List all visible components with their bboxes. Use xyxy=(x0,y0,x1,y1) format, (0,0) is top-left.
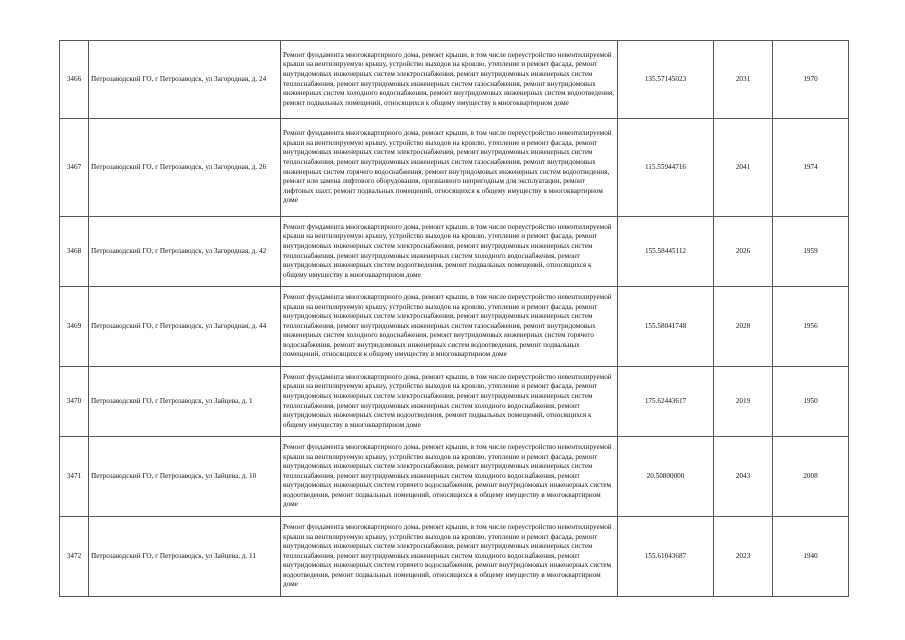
works-cell: Ремонт фундамента многоквартирного дома, ремонт крыши, в том числе переустройство невентилируемой крыши на вентилируемую крышу, устройство выходов на кровлю, утепление и ремонт фасада, ремонт внутридомовых инженерных систем электроснабжения, ремонт внутридомовых инженерных систем теплоснабжения, ремонт внутридомовых инженерных систем холодного водоснабжения, ремонт внутридомовых инженерных систем водоотведения, ремонт подвальных помещений, относящихся к общему имуществу в многоквартирном доме xyxy=(281,217,618,287)
address-cell: Петрозаводский ГО, г Петрозаводск, ул Загородная, д. 26 xyxy=(89,119,281,217)
planned-year-cell: 2019 xyxy=(714,367,773,437)
planned-year-cell: 2031 xyxy=(714,41,773,119)
built-year-cell: 1940 xyxy=(773,517,849,597)
address-cell: Петрозаводский ГО, г Петрозаводск, ул Зайцева, д. 11 xyxy=(89,517,281,597)
house-repair-table xyxy=(59,40,849,597)
address-cell: Петрозаводский ГО, г Петрозаводск, ул Загородная, д. 44 xyxy=(89,287,281,367)
address-cell: Петрозаводский ГО, г Петрозаводск, ул Зайцева, д. 1 xyxy=(89,367,281,437)
cost-cell: 135.57145023 xyxy=(618,41,714,119)
row-number: 3467 xyxy=(60,119,89,217)
planned-year-cell: 2043 xyxy=(714,437,773,517)
cost-cell: 155.58445112 xyxy=(618,217,714,287)
row-number: 3472 xyxy=(60,517,89,597)
works-cell: Ремонт фундамента многоквартирного дома, ремонт крыши, в том числе переустройство невентилируемой крыши на вентилируемую крышу, устройство выходов на кровлю, утепление и ремонт фасада, ремонт внутридомовых инженерных систем электроснабжения, ремонт внутридомовых инженерных систем теплоснабжения, ремонт внутридомовых инженерных систем холодного водоснабжения, ремонт внутридомовых инженерных систем горячего водоснабжения, ремонт внутридомовых инженерных систем водоотведения, ремонт подвальных помещений, относящихся к общему имуществу в многоквартирном доме xyxy=(281,517,618,597)
works-cell: Ремонт фундамента многоквартирного дома, ремонт крыши, в том числе переустройство невентилируемой крыши на вентилируемую крышу, устройство выходов на кровлю, утепление и ремонт фасада, ремонт внутридомовых инженерных систем электроснабжения, ремонт внутридомовых инженерных систем теплоснабжения, ремонт внутридомовых инженерных систем холодного водоснабжения, ремонт внутридомовых инженерных систем водоотведения, ремонт подвальных помещений, относящихся к общему имуществу в многоквартирном доме xyxy=(281,367,618,437)
planned-year-cell: 2041 xyxy=(714,119,773,217)
works-cell: Ремонт фундамента многоквартирного дома, ремонт крыши, в том числе переустройство невентилируемой крыши на вентилируемую крышу, устройство выходов на кровлю, утепление и ремонт фасада, ремонт внутридомовых инженерных систем электроснабжения, ремонт внутридомовых инженерных систем теплоснабжения, ремонт внутридомовых инженерных систем газоснабжения, ремонт внутридомовых инженерных систем горячего водоснабжения, ремонт внутридомовых инженерных систем водоотведения, ремонт или замена лифтового оборудования, признанного непригодным для эксплуатации, ремонт лифтовых шахт, ремонт подвальных помещений, относящихся к общему имуществу в многоквартирном доме xyxy=(281,119,618,217)
built-year-cell: 2008 xyxy=(773,437,849,517)
built-year-cell: 1974 xyxy=(773,119,849,217)
table-row xyxy=(60,287,849,367)
table-row xyxy=(60,517,849,597)
table-row xyxy=(60,437,849,517)
cost-cell: 155.61043687 xyxy=(618,517,714,597)
planned-year-cell: 2026 xyxy=(714,217,773,287)
built-year-cell: 1959 xyxy=(773,217,849,287)
row-number: 3466 xyxy=(60,41,89,119)
row-number: 3469 xyxy=(60,287,89,367)
table-row xyxy=(60,367,849,437)
table-row xyxy=(60,119,849,217)
table-row xyxy=(60,217,849,287)
works-cell: Ремонт фундамента многоквартирного дома, ремонт крыши, в том числе переустройство невентилируемой крыши на вентилируемую крышу, устройство выходов на кровлю, утепление и ремонт фасада, ремонт внутридомовых инженерных систем электроснабжения, ремонт внутридомовых инженерных систем теплоснабжения, ремонт внутридомовых инженерных систем холодного водоснабжения, ремонт внутридомовых инженерных систем горячего водоснабжения, ремонт внутридомовых инженерных систем водоотведения, ремонт подвальных помещений, относящихся к общему имуществу в многоквартирном доме xyxy=(281,437,618,517)
address-cell: Петрозаводский ГО, г Петрозаводск, ул Загородная, д. 42 xyxy=(89,217,281,287)
row-number: 3471 xyxy=(60,437,89,517)
planned-year-cell: 2023 xyxy=(714,517,773,597)
address-cell: Петрозаводский ГО, г Петрозаводск, ул Зайцева, д. 10 xyxy=(89,437,281,517)
row-number: 3468 xyxy=(60,217,89,287)
table-row xyxy=(60,41,849,119)
cost-cell: 155.58041748 xyxy=(618,287,714,367)
works-cell: Ремонт фундамента многоквартирного дома, ремонт крыши, в том числе переустройство невентилируемой крыши на вентилируемую крышу, устройство выходов на кровлю, утепление и ремонт фасада, ремонт внутридомовых инженерных систем электроснабжения, ремонт внутридомовых инженерных систем теплоснабжения, ремонт внутридомовых инженерных систем газоснабжения, ремонт внутридомовых инженерных систем холодного водоснабжения, ремонт внутридомовых инженерных систем горячего водоснабжения, ремонт внутридомовых инженерных систем водоотведения, ремонт подвальных помещений, относящихся к общему имуществу в многоквартирном доме xyxy=(281,287,618,367)
address-cell: Петрозаводский ГО, г Петрозаводск, ул Загородная, д. 24 xyxy=(89,41,281,119)
row-number: 3470 xyxy=(60,367,89,437)
cost-cell: 20.50800000 xyxy=(618,437,714,517)
built-year-cell: 1950 xyxy=(773,367,849,437)
built-year-cell: 1970 xyxy=(773,41,849,119)
works-cell: Ремонт фундамента многоквартирного дома, ремонт крыши, в том числе переустройство невентилируемой крыши на вентилируемую крышу, устройство выходов на кровлю, утепление и ремонт фасада, ремонт внутридомовых инженерных систем электроснабжения, ремонт внутридомовых инженерных систем теплоснабжения, ремонт внутридомовых инженерных систем газоснабжения, ремонт внутридомовых инженерных систем холодного водоснабжения, ремонт внутридомовых инженерных систем водоотведения, ремонт подвальных помещений, относящихся к общему имуществу в многоквартирном доме xyxy=(281,41,618,119)
cost-cell: 115.55944716 xyxy=(618,119,714,217)
planned-year-cell: 2028 xyxy=(714,287,773,367)
cost-cell: 175.62443617 xyxy=(618,367,714,437)
built-year-cell: 1956 xyxy=(773,287,849,367)
